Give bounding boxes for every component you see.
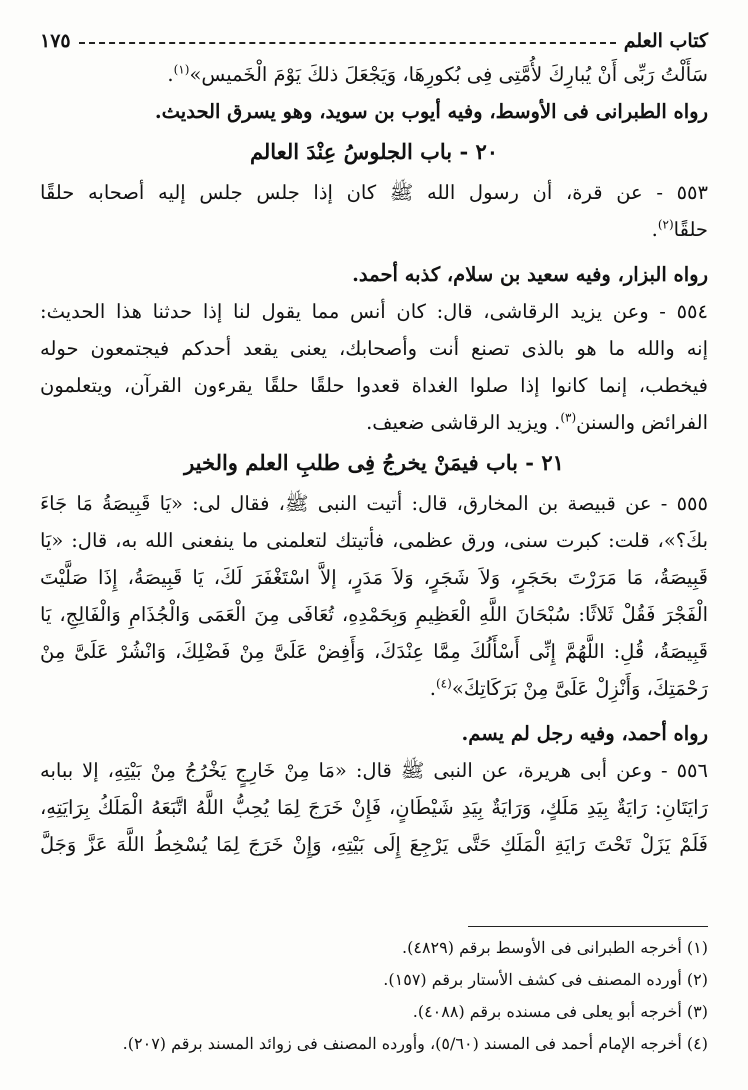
hadith-555: ٥٥٥ - عن قبيصة بن المخارق، قال: أتيت النبى ﷺ، فقال لى: «يَا قَبِيصَةُ مَا جَاءَ: [40, 492, 708, 515]
footnote-ref: (٣): [560, 410, 577, 425]
header-dashed-rule: [79, 42, 616, 44]
footnote-ref: (٤): [435, 676, 452, 691]
text-line: فيخطب، إنما كانوا إذا صلوا الغداة قعدوا حلقًا حلقًا يقرءون القرآن، ويتعلمون: [40, 374, 708, 397]
footnote-3: (٣) أخرجه أبو يعلى فى مسنده برقم (٤٠٨٨).: [412, 1002, 708, 1021]
text-line: فَلَمْ يَزَلْ تَحْتَ رَايَةِ الْمَلَكِ حَتَّى يَرْجِعَ إِلَى بَيْتِهِ، وَإِنْ خَرَجَ لِمَا يُسْخِطُ اللَّهَ عَزَّ وَجَلَّ: [40, 833, 708, 856]
hadith-553: ٥٥٣ - عن قرة، أن رسول الله ﷺ كان إذا جلس جلس إليه أصحابه حلقًا: [40, 181, 708, 204]
text-line: رَايَتَانِ: رَايَةٌ بِيَدِ مَلَكٍ، وَرَايَةٌ بِيَدِ شَيْطَانٍ، فَإِنْ خَرَجَ لِمَا يُحِبُّ اللَّهُ اتَّبَعَهُ الْمَلَكُ بِرَايَتِهِ،: [40, 796, 708, 819]
text-line: قَبِيصَةُ، قُلِ: اللَّهُمَّ إِنِّى أَسْأَلُكَ مِمَّا عِنْدَكَ، وَأَفِضْ عَلَىَّ مِنْ فَضْلِكَ، وَانْشُرْ عَلَىَّ مِنْ: [40, 640, 708, 663]
source-note: رواه الطبرانى فى الأوسط، وفيه أيوب بن سويد، وهو يسرق الحديث.: [154, 100, 708, 123]
running-header: [40, 26, 708, 56]
hadith-556: ٥٥٦ - وعن أبى هريرة، عن النبى ﷺ قال: «مَا مِنْ خَارِجٍ يَخْرُجُ مِنْ بَيْتِهِ، إلا ببابه: [40, 759, 708, 782]
text-line: الفرائض والسنن$^{(٣)}$. ويزيد الرقاشى ضعيف.: [366, 410, 708, 434]
page-number: ١٧٥: [40, 30, 71, 52]
footnote-1: (١) أخرجه الطبرانى فى الأوسط برقم (٤٨٢٩).: [402, 938, 708, 957]
text-line: بكَ؟»، قلت: كبرت سنى، ورق عظمى، فأتيتك لتعلمنى ما ينفعنى الله به، قال: «يَا: [40, 529, 708, 552]
footnotes: [40, 932, 708, 1060]
chapter-title: كتاب العلم: [623, 30, 708, 52]
source-note: رواه البزار، وفيه سعيد بن سلام، كذبه أحمد.: [352, 263, 708, 286]
section-heading: ٢١ - باب فيمَنْ يخرجُ فِى طلبِ العلم والخير: [184, 450, 564, 475]
text-line: الْفَجْرَ فَقُلْ ثَلاثًا: سُبْحَانَ اللَّهِ الْعَظِيمِ وَبِحَمْدِهِ، تُعَافَى مِنَ الْعَمَى وَالْجُذَامِ وَالْفَالِجِ، يَا: [40, 603, 708, 626]
text-line: حلقًا$^{(٢)}$.: [651, 217, 708, 241]
footnote-4: (٤) أخرجه الإمام أحمد فى المسند (٥/٦٠)، وأورده المصنف فى زوائد المسند برقم (٢٠٧).: [122, 1034, 708, 1053]
source-note: رواه أحمد، وفيه رجل لم يسم.: [461, 722, 708, 745]
footnote-ref: (١): [173, 62, 190, 77]
text-line: سَأَلْتُ رَبِّى أَنْ يُبارِكَ لأُمَّتِى فِى بُكورِهَا، وَيَجْعَلَ ذلكَ يَوْمَ الْخَميس»$^{(١)}$.: [167, 62, 708, 86]
text-line: قَبِيصَةُ، مَا مَرَرْتَ بحَجَرٍ، وَلاَ شَجَرٍ، وَلاَ مَدَرٍ، إلاَّ اسْتَغْفَرَ لَكَ، يَا قَبِيصَةُ، إِذَا صَلَّيْتَ: [40, 566, 708, 589]
hadith-554: ٥٥٤ - وعن يزيد الرقاشى، قال: كان أنس مما يقول لنا إذا حدثنا هذا الحديث:: [40, 300, 708, 323]
footnote-separator: [468, 926, 708, 927]
section-heading: ٢٠ - باب الجلوسُ عِنْدَ العالم: [249, 139, 499, 164]
text-line: رَحْمَتِكَ، وَأَنْزِلْ عَلَىَّ مِنْ بَرَكَاتِكَ»$^{(٤)}$.: [429, 676, 708, 700]
footnote-ref: (٢): [657, 217, 674, 232]
text-line: إنه والله ما هو بالذى تصنع أنت وأصحابك، يعنى يقعد أحدكم فيجتمعون حوله: [40, 337, 708, 360]
footnote-2: (٢) أورده المصنف فى كشف الأستار برقم (١٥٧).: [383, 970, 708, 989]
